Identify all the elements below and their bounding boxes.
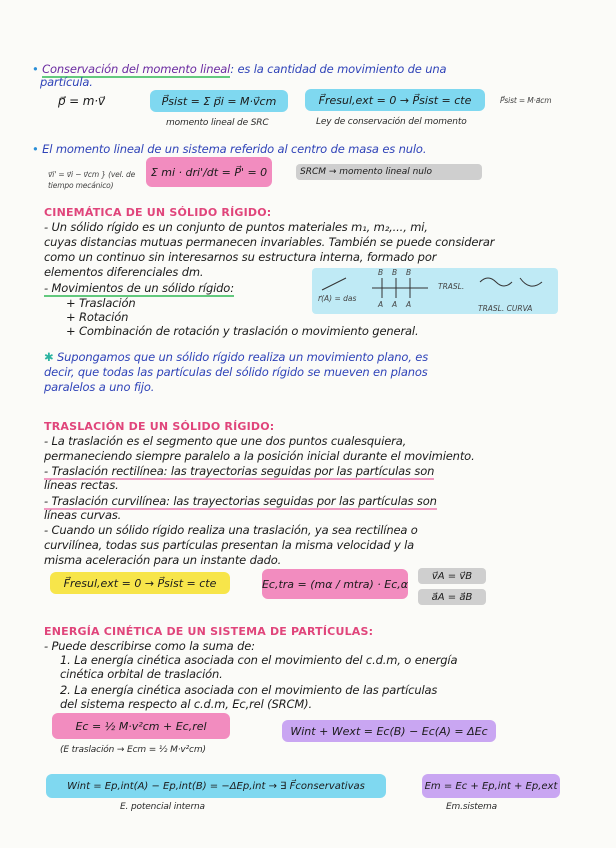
wint-caption: E. potencial interna xyxy=(120,802,205,812)
work-formula: Wint + Wext = Ec(B) − Ec(A) = ΔEc xyxy=(290,724,488,738)
plane-motion-note-1 xyxy=(44,350,428,364)
kinetic-energy-line-1: - Puede describirse como la suma de: xyxy=(44,639,255,653)
wint-formula-box xyxy=(46,774,386,798)
momentum-formula: p⃗ = m·v⃗ xyxy=(58,94,105,108)
work-formula-box xyxy=(282,720,496,742)
rectilinear-text: - Traslación rectilínea: las trayectorias seguidas por las partículas son xyxy=(44,464,435,478)
translation-formula-1-box xyxy=(50,572,230,594)
psist-formula-box xyxy=(150,90,288,112)
conservation-heading-line2: partícula. xyxy=(40,75,93,89)
heading-line xyxy=(32,62,446,76)
ec-formula-box xyxy=(52,713,230,739)
side-note: P⃗sist = M·a⃗cm xyxy=(500,96,552,105)
translation-line-8: curvilínea, todas sus partículas presentan la misma velocidad y la xyxy=(44,538,415,552)
kinetic-energy-title: ENERGÍA CINÉTICA DE UN SISTEMA DE PARTÍCULAS: xyxy=(44,625,374,638)
kinematics-title: CINEMÁTICA DE UN SÓLIDO RÍGIDO: xyxy=(44,206,272,219)
fig-letter: B xyxy=(406,268,412,277)
sum-formula: Σ mi · dri'/dt = P⃗' = 0 xyxy=(150,165,268,179)
translation-formula-3b-box xyxy=(418,589,486,605)
translation-title: TRASLACIÓN DE UN SÓLIDO RÍGIDO: xyxy=(44,420,275,433)
kinetic-energy-line-4: 2. La energía cinética asociada con el movimiento de las partículas xyxy=(60,683,438,697)
psist-formula: P⃗sist = Σ p⃗i = M·v⃗cm xyxy=(161,94,277,108)
conservation-heading: Conservación del momento lineal xyxy=(42,62,231,76)
conservation-heading-rest: : es la cantidad de movimiento de una xyxy=(230,62,447,76)
translation-line-7: - Cuando un sólido rígido realiza una traslación, ya sea rectilínea o xyxy=(44,523,418,537)
translation-formula-3b: a⃗A = a⃗B xyxy=(431,591,473,603)
movements-line xyxy=(44,281,234,295)
translation-line-6: líneas curvas. xyxy=(44,508,122,522)
translation-line-5 xyxy=(44,494,437,508)
fext-formula: F⃗resul,ext = 0 → P⃗sist = cte xyxy=(318,93,472,107)
translation-line-9: misma aceleración para un instante dado. xyxy=(44,553,282,567)
fig-letter: A xyxy=(378,300,384,309)
translation-formula-3a-box xyxy=(418,568,486,584)
fext-caption: Ley de conservación del momento xyxy=(316,117,467,127)
fig-letter: A xyxy=(406,300,412,309)
fig-label-trasl: TRASL. xyxy=(438,282,465,291)
fig-letter: B xyxy=(392,268,398,277)
translation-line-4: líneas rectas. xyxy=(44,478,119,492)
kinematics-line-2: cuyas distancias mutuas permanecen invariables. También se puede considerar xyxy=(44,235,495,249)
translation-line-2: permaneciendo siempre paralelo a la posición inicial durante el movimiento. xyxy=(44,449,475,463)
cm-momentum-text: El momento lineal de un sistema referido al centro de masa es nulo. xyxy=(42,142,427,156)
movement-rotation: + Rotación xyxy=(66,310,129,324)
vel-note-2: tiempo mecánico) xyxy=(48,181,114,190)
ec-formula: Ec = ½ M·v²cm + Ec,rel xyxy=(75,719,207,733)
translation-formula-2-box xyxy=(262,569,408,599)
plane-motion-text-1: Supongamos que un sólido rígido realiza un movimiento plano, es xyxy=(57,350,429,364)
kinematics-line-4: elementos diferenciales dm. xyxy=(44,265,204,279)
bullet-dot: • xyxy=(32,142,39,156)
kinetic-energy-line-5: del sistema respecto al c.d.m, Ec,rel (SRCM). xyxy=(60,697,312,711)
translation-formula-1: F⃗resul,ext = 0 → P⃗sist = cte xyxy=(63,576,217,590)
fig-letter: A xyxy=(392,300,398,309)
fig-letter: B xyxy=(378,268,384,277)
psist-caption: momento lineal de SRC xyxy=(166,118,269,128)
sum-formula-box xyxy=(146,157,272,187)
movements-label: - Movimientos de un sólido rígido: xyxy=(44,281,234,295)
translation-formula-3a: v⃗A = v⃗B xyxy=(431,570,473,582)
star-icon: ✱ xyxy=(44,350,54,364)
plane-motion-note-2: decir, que todas las partículas del sólido rígido se mueven en planos xyxy=(44,365,428,379)
kinetic-energy-line-2: 1. La energía cinética asociada con el movimiento del c.d.m, o energía xyxy=(60,653,458,667)
kinetic-energy-line-3: cinética orbital de traslación. xyxy=(60,667,223,681)
em-caption: Em.sistema xyxy=(446,802,498,812)
kinematics-line-3: como un continuo sin interesarnos su estructura interna, formado por xyxy=(44,250,437,264)
translation-formula-2: Ec,tra = (mα / mtra) · Ec,α xyxy=(261,577,409,591)
fig-label-trasl-curva: TRASL. CURVA xyxy=(478,304,533,313)
vel-note-1: v⃗i' = v⃗i − v⃗cm } (vel. de xyxy=(48,170,136,179)
bullet-dot: • xyxy=(32,62,39,76)
cm-momentum-line xyxy=(32,142,426,156)
srcm-note-box xyxy=(296,164,482,180)
translation-line-1: - La traslación es el segmento que une dos puntos cualesquiera, xyxy=(44,434,407,448)
fig-label-ra: r⃗(A) = das xyxy=(318,294,357,303)
plane-motion-note-3: paralelos a uno fijo. xyxy=(44,380,155,394)
translation-figure xyxy=(312,268,558,314)
translation-line-3 xyxy=(44,464,434,478)
kinematics-line-1: - Un sólido rígido es un conjunto de puntos materiales m₁, m₂,..., mi, xyxy=(44,220,428,234)
movement-general: + Combinación de rotación y traslación o movimiento general. xyxy=(66,324,419,338)
curvilinear-text: - Traslación curvilínea: las trayectorias seguidas por las partículas son xyxy=(44,494,437,508)
ec-note: (E traslación → Ecm = ½ M·v²cm) xyxy=(60,745,206,755)
fext-formula-box xyxy=(305,89,485,111)
em-formula: Em = Ec + Ep,int + Ep,ext xyxy=(424,780,558,792)
wint-formula: Wint = Ep,int(A) − Ep,int(B) = −ΔEp,int → ∃ F⃗conservativas xyxy=(67,780,365,792)
em-formula-box xyxy=(422,774,560,798)
srcm-note: SRCM → momento lineal nulo xyxy=(300,167,432,177)
movement-translation: + Traslación xyxy=(66,296,136,310)
